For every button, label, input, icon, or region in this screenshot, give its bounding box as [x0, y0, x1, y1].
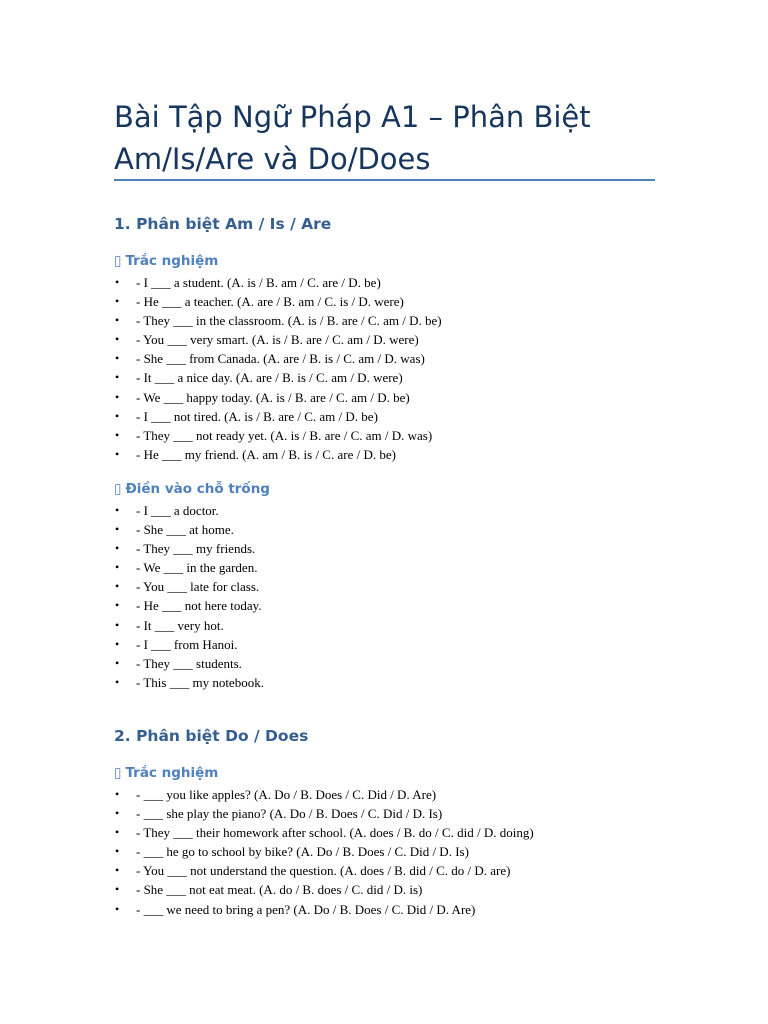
bullet-icon: • [115, 503, 120, 517]
list-item: • - She ___ not eat meat. (A. do / B. does / C. did / D. is) [114, 880, 734, 899]
bullet-icon: • [115, 806, 120, 821]
subsection-heading-fill-in [114, 479, 674, 499]
list-item: • - You ___ very smart. (A. is / B. are / C. am / D. were) [114, 330, 734, 349]
section-heading-am-is-are: 1. Phân biệt Am / Is / Are [114, 215, 332, 233]
bullet-icon: • [115, 579, 120, 594]
checkbox-glyph-icon: ▯ [114, 253, 122, 269]
list-item: • - This ___ my notebook. [114, 673, 734, 692]
list-item: • - I ___ a student. (A. is / B. am / C. are / D. be) [114, 273, 734, 292]
bullet-icon: • [115, 787, 120, 801]
list-item: • - ___ you like apples? (A. Do / B. Does / C. Did / D. Are) [114, 785, 734, 804]
bullet-icon: • [115, 446, 120, 461]
list-item: • - We ___ happy today. (A. is / B. are / C. am / D. be) [114, 388, 734, 407]
subsection-title: Trắc nghiệm [125, 765, 219, 781]
list-item: • - They ___ students. [114, 654, 734, 673]
list-item: • - He ___ a teacher. (A. are / B. am / C. is / D. were) [114, 292, 734, 311]
bullet-icon: • [115, 522, 120, 537]
list-item: • - They ___ their homework after school. (A. does / B. do / C. did / D. doing) [114, 823, 734, 842]
list-item: • - It ___ a nice day. (A. are / B. is / C. am / D. were) [114, 368, 734, 387]
list-item: • - He ___ my friend. (A. am / B. is / C. are / D. be) [114, 445, 734, 464]
list-item: • - It ___ very hot. [114, 616, 734, 635]
exercise-list-do-does-mc [114, 785, 734, 919]
subsection-heading-multiple-choice [114, 763, 674, 783]
bullet-icon: • [115, 294, 120, 309]
list-item: • - ___ we need to bring a pen? (A. Do / B. Does / C. Did / D. Are) [114, 900, 734, 919]
subsection-title: Trắc nghiệm [125, 253, 219, 269]
bullet-icon: • [115, 598, 120, 613]
document-title: Bài Tập Ngữ Pháp A1 – Phân Biệt Am/Is/Are và Do/Does [114, 100, 591, 176]
exercise-list-am-is-are-fill [114, 501, 734, 692]
bullet-icon: • [115, 825, 120, 840]
bullet-icon: • [115, 541, 120, 556]
exercise-list-am-is-are-mc [114, 273, 734, 464]
list-item: • - They ___ in the classroom. (A. is / B. are / C. am / D. be) [114, 311, 734, 330]
list-item: • - ___ he go to school by bike? (A. Do / B. Does / C. Did / D. Is) [114, 842, 734, 861]
subsection-title: Điền vào chỗ trống [125, 481, 270, 497]
list-item: • - She ___ from Canada. (A. are / B. is / C. am / D. was) [114, 349, 734, 368]
bullet-icon: • [115, 427, 120, 442]
bullet-icon: • [115, 313, 120, 328]
bullet-icon: • [115, 655, 120, 670]
list-item: • - She ___ at home. [114, 520, 734, 539]
list-item: • - They ___ my friends. [114, 539, 734, 558]
bullet-icon: • [115, 882, 120, 897]
list-item: • - He ___ not here today. [114, 596, 734, 615]
list-item: • - I ___ not tired. (A. is / B. are / C. am / D. be) [114, 407, 734, 426]
bullet-icon: • [115, 636, 120, 651]
bullet-icon: • [115, 617, 120, 632]
list-item: • - You ___ not understand the question. (A. does / B. did / C. do / D. are) [114, 861, 734, 880]
bullet-icon: • [115, 863, 120, 878]
bullet-icon: • [115, 560, 120, 575]
bullet-icon: • [115, 674, 120, 689]
bullet-icon: • [115, 844, 120, 859]
bullet-icon: • [115, 351, 120, 366]
title-underline [114, 179, 655, 181]
list-item: • - I ___ from Hanoi. [114, 635, 734, 654]
list-item: • - ___ she play the piano? (A. Do / B. Does / C. Did / D. Is) [114, 804, 734, 823]
bullet-icon: • [115, 408, 120, 423]
bullet-icon: • [115, 275, 120, 289]
checkbox-glyph-icon: ▯ [114, 481, 122, 497]
section-heading-do-does: 2. Phân biệt Do / Does [114, 727, 309, 745]
list-item: • - We ___ in the garden. [114, 558, 734, 577]
list-item: • - I ___ a doctor. [114, 501, 734, 520]
bullet-icon: • [115, 389, 120, 404]
bullet-icon: • [115, 370, 120, 385]
bullet-icon: • [115, 901, 120, 916]
list-item: • - They ___ not ready yet. (A. is / B. are / C. am / D. was) [114, 426, 734, 445]
list-item: • - You ___ late for class. [114, 577, 734, 596]
bullet-icon: • [115, 332, 120, 347]
subsection-heading-multiple-choice [114, 251, 674, 271]
checkbox-glyph-icon: ▯ [114, 765, 122, 781]
